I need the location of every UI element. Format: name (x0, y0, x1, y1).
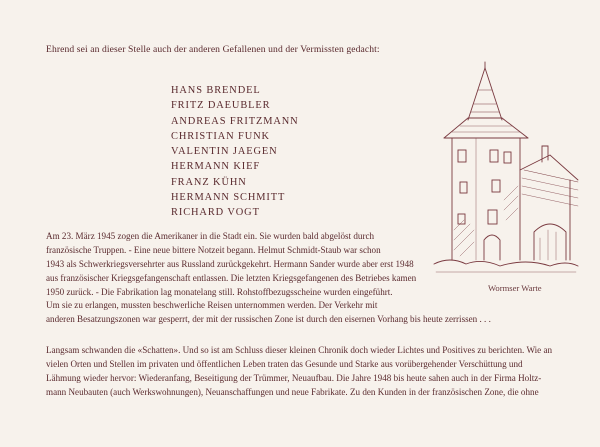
name-entry: ANDREAS FRITZMANN (171, 115, 299, 127)
name-entry: FRANZ KÜHN (171, 176, 247, 188)
name-entry: FRITZ DAEUBLER (171, 100, 271, 112)
text-line: aus französischer Kriegsgefangenschaft entlassen. Die letzten Kriegsgefangenen des Betriebes kamen (46, 272, 417, 283)
text-line: Um sie zu erlangen, mussten beschwerliche Reisen unternommen werden. Der Verkehr mit (46, 300, 378, 311)
text-line: 1950 zurück. - Die Fabrikation lag monatelang still. Rohstoffbezugsscheine wurden eingeführt. (46, 286, 393, 297)
text-line: Am 23. März 1945 zogen die Amerikaner in die Stadt ein. Sie wurden bald abgelöst durch (46, 231, 375, 241)
text-line: mann Neubauten (auch Werkswohnungen), Neuanschaffungen und neue Fabrikate. Zu den Kunden in der französischen Zone, die ohne (46, 386, 539, 397)
name-entry: RICHARD VOGT (171, 207, 260, 219)
text-line: vielen Orten und Stellen im privaten und öffentlichen Leben traten das Gesunde und Starke aus vorübergehender Verschüttung und (46, 358, 523, 369)
names-list (171, 83, 299, 221)
text-line: Langsam schwanden die «Schatten». Und so ist am Schluss dieser kleinen Chronik doch wieder Lichtes und Positives zu berichten. Wie an (46, 345, 553, 355)
name-entry: HERMANN KIEF (171, 161, 261, 173)
paragraph-recovery (46, 344, 586, 400)
illustration-caption: Wormser Warte (488, 283, 542, 293)
text-line: französische Truppen. - Eine neue bittere Notzeit begann. Helmut Schmidt-Staub war schon (46, 244, 381, 255)
name-entry: VALENTIN JAEGEN (171, 146, 278, 158)
name-entry: HANS BRENDEL (171, 85, 261, 96)
intro-sentence: Ehrend sei an dieser Stelle auch der anderen Gefallenen und der Vermissten gedacht: (46, 44, 380, 55)
text-line: 1943 als Schwerkriegsversehrter aus Russland zurückgekehrt. Hermann Sander wurde aber erst 1948 (46, 258, 414, 269)
name-entry: HERMANN SCHMITT (171, 192, 286, 204)
text-line: anderen Besatzungszonen war gesperrt, der mit der russischen Zone ist durch den eisernen Vorhang bis heute zerrissen . . . (46, 314, 491, 325)
name-entry: CHRISTIAN FUNK (171, 130, 270, 142)
paragraph-postwar (46, 230, 586, 327)
text-line: Lähmung wieder hervor: Wiederanfang, Beseitigung der Trümmer, Neuaufbau. Die Jahre 1948 bis heute sahen auch in der Firma Holtz- (46, 372, 542, 383)
